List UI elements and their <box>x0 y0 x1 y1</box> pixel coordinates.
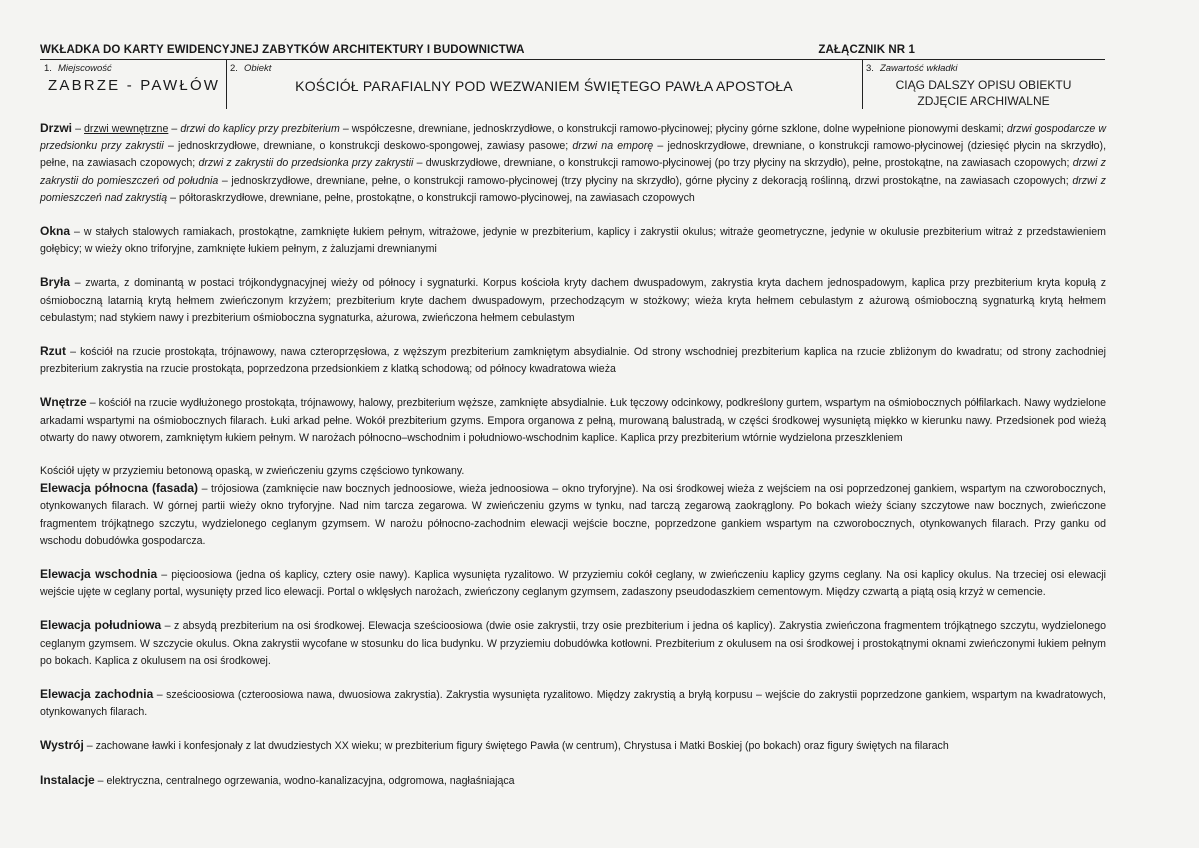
contents-line-1: CIĄG DALSZY OPISU OBIEKTU <box>895 78 1072 92</box>
section-heading: Rzut <box>40 344 66 359</box>
section-heading: Okna <box>40 224 71 239</box>
section-elewacja-poludniowa: Elewacja południowa – z absydą prezbiterium na osi środkowej. Elewacja sześcioosiowa (dwie osie zakrystii, trzy osie prezbiterium i jedna oś kaplicy). Zakrystia zwieńczona fragmentem trójkątnego szczytu, wydzielonego ceglanym gzymsem. W szczycie okulus. Okna zakrystii wycofane w stosunku do lica budynku. W przyziemiu dobudówka kotłowni. Prezbiterium z okulusem na osi środkowej i prostokątnymi oknami zwieńczonymi łukiem pełnym po bokach. Kaplica z okulusem na osi środkowej. <box>40 618 1106 667</box>
section-elewacja-wschodnia: Elewacja wschodnia – pięcioosiowa (jedna oś kaplicy, cztery osie nawy). Kaplica wysunięta ryzalitowo. W przyziemiu cokół ceglany, w zwieńczeniu kaplicy gzyms ceglany. Na osi kaplicy okulus. Na trzeciej osi elewacji wejście ujęte w ceglany portal, wysunięty przed lico elewacji. Portal o wklęsłych narożach, zwieńczony ceglanym gzymsem, zadaszony pseudodaszkiem cementowym. Między czwartą a piątą osią krzyż w cemencie. <box>40 567 1106 599</box>
section-heading: Bryła <box>40 275 71 290</box>
section-heading: Wnętrze <box>40 395 87 410</box>
contents-line-2: ZDJĘCIE ARCHIWALNE <box>917 94 1050 108</box>
section-heading: Instalacje <box>40 772 95 787</box>
section-wnetrze: Wnętrze – kościół na rzucie wydłużonego prostokąta, trójnawowy, halowy, prezbiterium węższe, zamknięte absydialnie. Łuk tęczowy odcinkowy, podkreślony gurtem, wspartym na ośmiobocznych półfilarkach. Nawy wydzielone arkadami wspartymi na ośmiobocznych filarach. Łuki arkad pełne. Wokół prezbiterium gzyms. Empora organowa z pełną, murowaną balustradą, w części środkowej wysuniętą miękko w kierunku nawy. Przedsionek pod wieżą otwarty do nawy otworem, zamkniętym łukiem pełnym. W narożach północno–wschodnim i południowo-wschodnim kaplice. Kaplica przy prezbiterium wtórnie wydzielona przeszkleniem <box>40 395 1106 444</box>
section-heading: Elewacja wschodnia <box>40 567 158 582</box>
locality-cell <box>40 60 227 109</box>
section-drzwi: Drzwi – drzwi wewnętrzne – drzwi do kaplicy przy prezbiterium – współczesne, drewniane, jednoskrzydłowe, o konstrukcji ramowo-płycinowej; płyciny górne szklone, dolne wypełnione pionowymi deskami; drzwi gospodarcze w przedsionku przy zakrystii – jednoskrzydłowe, drewniane, o konstrukcji deskowo-spongowej, zawiasy pasowe; drzwi na emporę – jednoskrzydłowe, drewniane, o konstrukcji ramowo-płycinowej (dziesięć płycin na skrzydło), pełne, na zawiasach czopowych; drzwi z zakrystii do przedsionka przy zakrystii – dwuskrzydłowe, drewniane, o konstrukcji ramowo-płycinowej (po trzy płyciny na skrzydło), pełne, prostokątne, na zawiasach czopowych; drzwi z zakrystii do pomieszczeń od południa – jednoskrzydłowe, drewniane, pełne, o konstrukcji ramowo-płycinowej (trzy płyciny na skrzydło), górne płyciny z dekoracją roślinną, drzwi prostokątne, na zawiasach czopowych; drzwi z pomieszczeń nad zakrystią – półtoraskrzydłowe, drewniane, pełne, prostokątne, o konstrukcji ramowo-płycinowej, na zawiasach czopowych <box>40 121 1107 204</box>
form-title: WKŁADKA DO KARTY EWIDENCYJNEJ ZABYTKÓW ARCHITEKTURY I BUDOWNICTWA <box>40 44 525 56</box>
attachment-label: ZAŁĄCZNIK NR 1 <box>818 44 915 56</box>
section-heading: Wystrój <box>40 738 84 753</box>
object-cell <box>226 60 863 109</box>
field-label: Zawartość wkładki <box>879 63 958 74</box>
field-number: 2. <box>230 63 238 74</box>
section-okna: Okna – w stałych stalowych ramiakach, prostokątne, zamknięte łukiem pełnym, witrażowe, jedynie w prezbiterium, kaplicy i zakrystii okulus; witraże geometryczne, jedynie w okulusie prezbiterium witraż z przedstawieniem gołębicy; w wieży okno triforyjne, zamknięte łukiem pełnym, z żaluzjami drewnianymi <box>40 224 1106 256</box>
section-heading: Elewacja zachodnia <box>40 687 154 702</box>
field-number: 3. <box>866 63 874 74</box>
field-number: 1. <box>44 63 52 74</box>
section-elewacja-zachodnia: Elewacja zachodnia – sześcioosiowa (czteroosiowa nawa, dwuosiowa zakrystia). Zakrystia wysunięta ryzalitowo. Między zakrystią a bryłą korpusu – wejście do zakrystii poprzedzone gankiem, wspartym na kwadratowych, otynkowanych filarach. <box>40 687 1107 719</box>
header-table <box>40 59 1105 109</box>
section-cokol: Kościół ujęty w przyziemiu betonową opaską, w zwieńczeniu gzyms częściowo tynkowany. <box>40 465 465 478</box>
section-bryla: Bryła – zwarta, z dominantą w postaci trójkondygnacyjnej wieży od północy i sygnaturki. Korpus kościoła kryty dachem dwuspadowym, zakrystia kryta dachem jednospadowym, kaplica przy prezbiterium kryta kopułą z ośmioboczną latarnią krytą hełmem zwieńczonym krzyżem; prezbiterium kryte dachem dwuspadowym, przechodzącym w stożkowy; wieża kryta hełmem cebulastym z ażurową ośmioboczną sygnaturką krytą hełmem cebulastym; nad stykiem nawy i prezbiterium ośmioboczna sygnaturka, ażurowa, zwieńczona hełmem cebulastym <box>40 275 1106 324</box>
subheading-underlined: drzwi wewnętrzne <box>84 123 169 135</box>
section-instalacje: Instalacje – elektryczna, centralnego ogrzewania, wodno-kanalizacyjna, odgromowa, nagłaśniająca <box>40 772 515 787</box>
locality-value: ZABRZE - PAWŁÓW <box>48 77 221 94</box>
field-label: Obiekt <box>243 63 272 74</box>
section-rzut: Rzut – kościół na rzucie prostokąta, trójnawowy, nawa czteroprzęsłowa, z węższym prezbiterium zamkniętym absydialnie. Od strony wschodniej prezbiterium kaplica na rzucie zbliżonym do kwadratu; od strony zachodniej prezbiterium zakrystia na rzucie prostokąta, poprzedzona przedsionkiem z klatką schodową; od północy kwadratowa wieża <box>40 344 1106 376</box>
section-heading: Drzwi <box>40 121 73 135</box>
field-label: Miejscowość <box>57 63 112 74</box>
contents-cell <box>862 60 1105 109</box>
section-heading: Elewacja północna (fasada) <box>40 481 198 496</box>
section-elewacja-polnocna: Elewacja północna (fasada) – trójosiowa (zamknięcie naw bocznych jednoosiowe, wieża jednoosiowa – okno tryforyjne). Na osi środkowej wieża z wejściem na osi poprzedzonej gankiem, wspartym na czworobocznych, otynkowanych filarach. W górnej partii wieży okno tryforyjne. Nad nim tarcza zegarowa. W zwieńczeniu gzyms w tynku, nad tarczą zegarową zaokrąglony. Po bokach wieży ściany szczytowe naw bocznych, zwieńczone fragmentem trójkątnego szczytu, wydzielonego ceglanym gzymsem. W narożu północno-zachodnim elewacji wejście boczne, poprzedzone gankiem wspartym na czworobocznych, otynkowanych filarach. Przy ganku od wschodu dobudówka gospodarcza. <box>40 481 1106 547</box>
section-heading: Elewacja południowa <box>40 618 162 633</box>
form-header <box>40 44 1105 56</box>
object-value: KOŚCIÓŁ PARAFIALNY POD WEZWANIEM ŚWIĘTEGO PAWŁA APOSTOŁA <box>295 78 793 94</box>
description-body <box>40 120 1106 790</box>
section-wystroj: Wystrój – zachowane ławki i konfesjonały z lat dwudziestych XX wieku; w prezbiterium figury świętego Pawła (w centrum), Chrystusa i Matki Boskiej (po bokach) oraz figury świętych na filarach <box>40 738 949 753</box>
